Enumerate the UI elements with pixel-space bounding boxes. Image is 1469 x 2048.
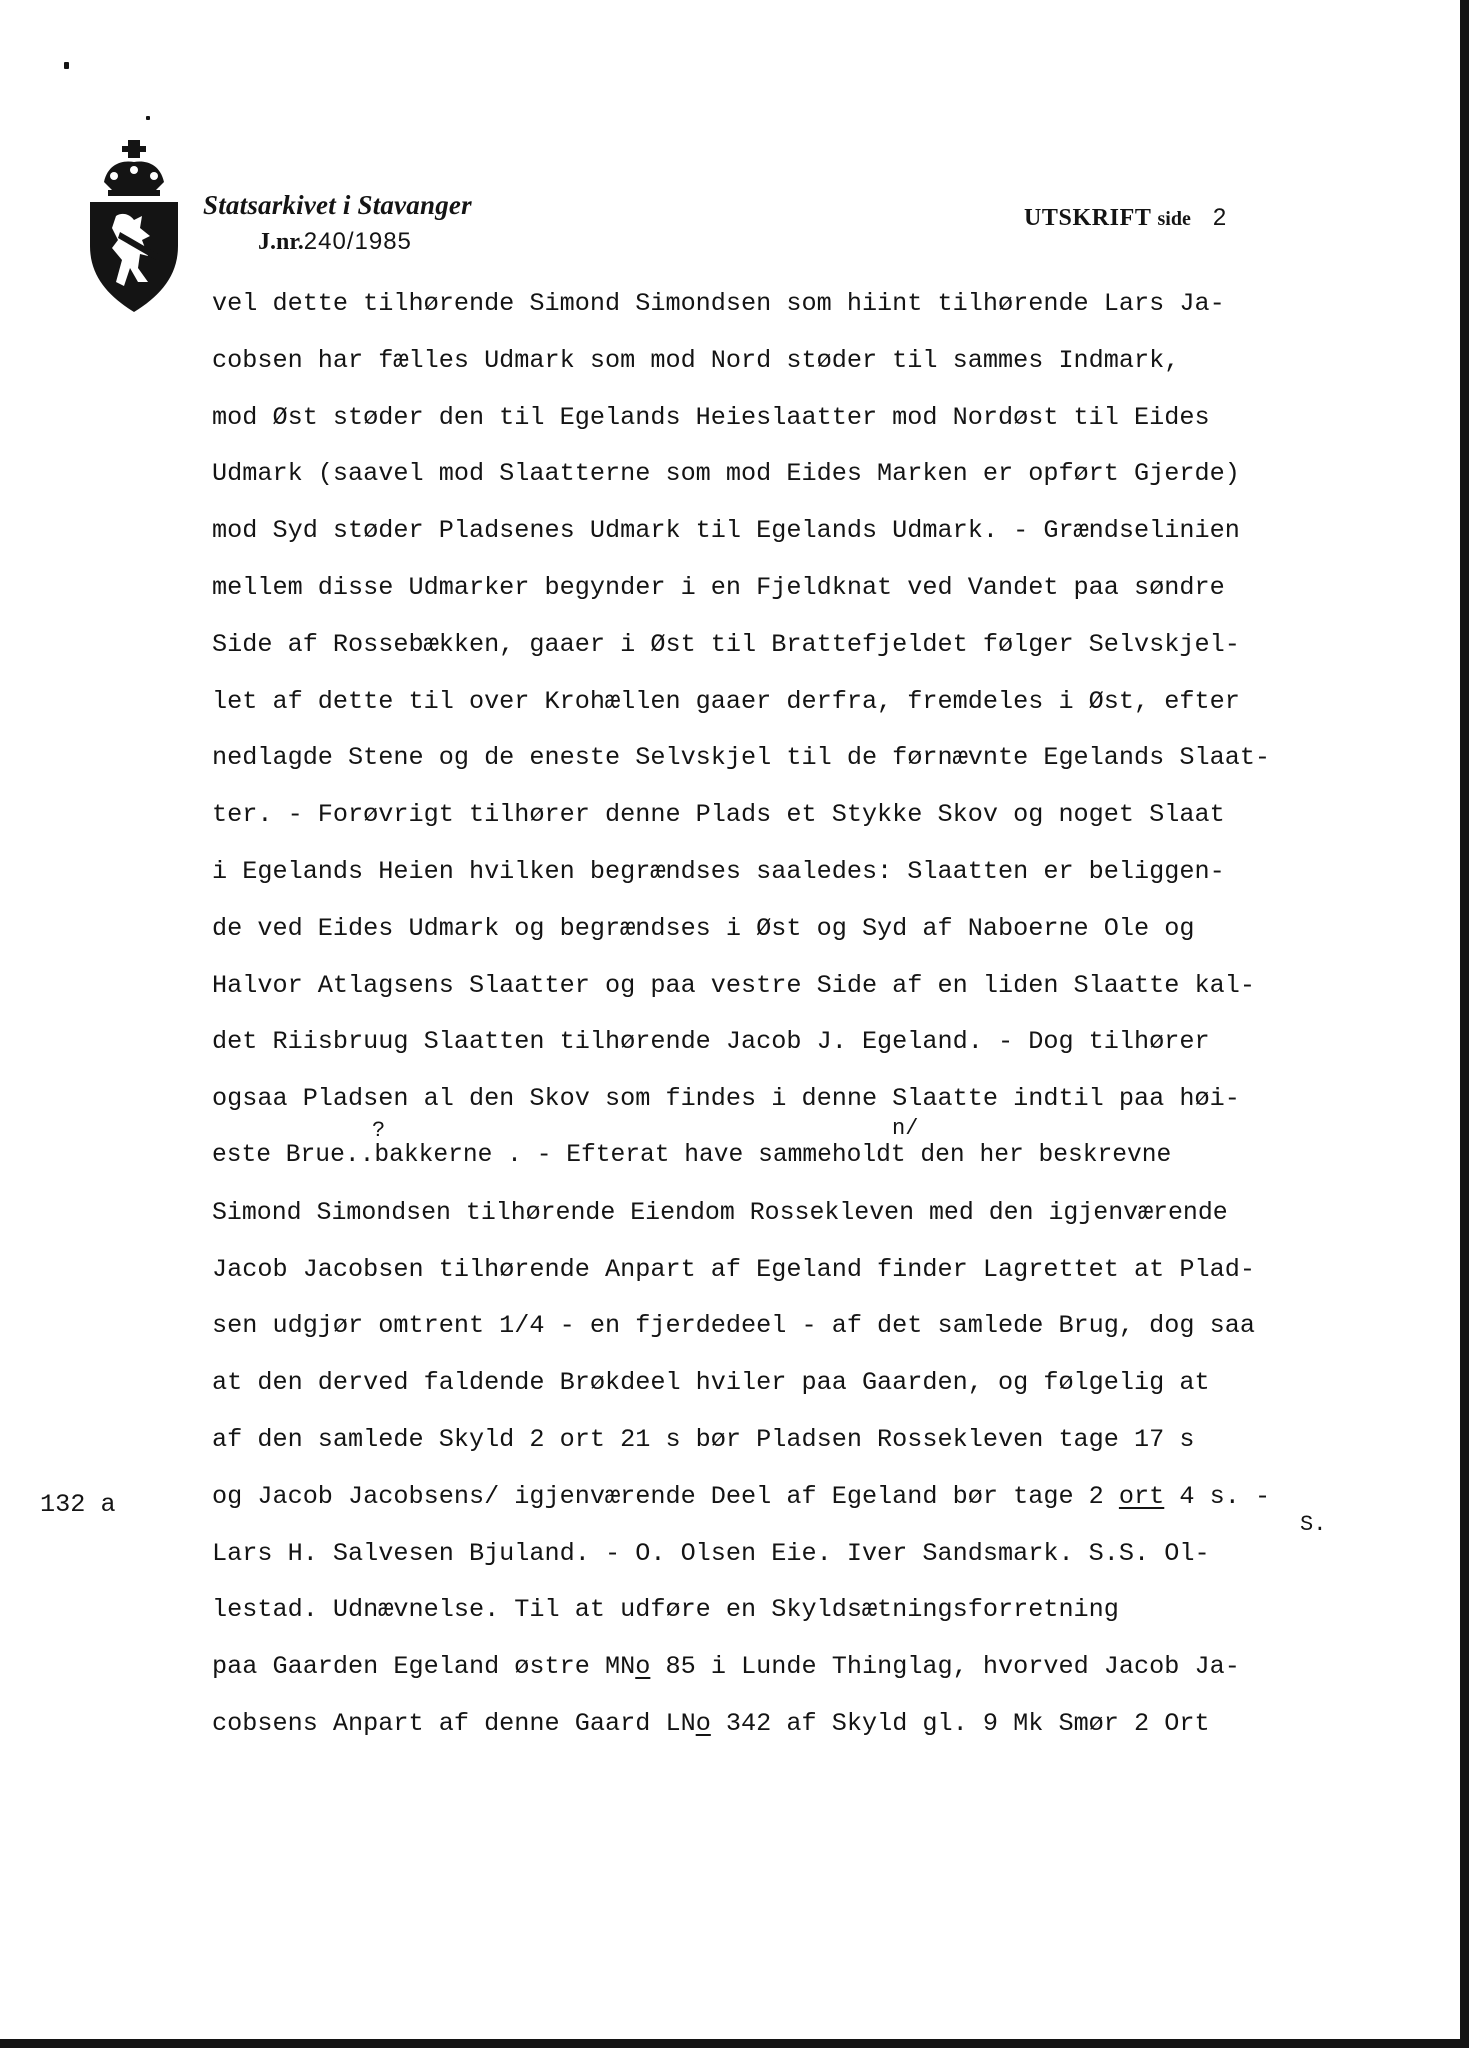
archive-name: Statsarkivet i Stavanger xyxy=(203,190,472,220)
text-line: let af dette til over Krohællen gaaer derfra, fremdeles i Øst, efter xyxy=(212,686,1240,716)
text-line: sen udgjør omtrent 1/4 - en fjerdedeel - af det samlede Brug, dog saa xyxy=(212,1311,1255,1341)
text-line: este Brue..bakkerne . - Efterat have sammeholdt den her beskrevne xyxy=(212,1141,1172,1169)
text-line: i Egelands Heien hvilken begrændses saaledes: Slaatten er beliggen- xyxy=(212,856,1225,886)
text-line: cobsens Anpart af denne Gaard LN xyxy=(212,1708,696,1738)
journal-value: 240/1985 xyxy=(303,228,412,255)
scan-speck xyxy=(64,62,69,69)
text-line: Lars H. Salvesen Bjuland. - O. Olsen Eie. Iver Sandsmark. S.S. Ol- xyxy=(212,1538,1210,1568)
text-line: det Riisbruug Slaatten tilhørende Jacob J. Egeland. - Dog tilhører xyxy=(212,1027,1210,1057)
underlined-o: o xyxy=(695,1708,711,1738)
question-annotation: ? xyxy=(372,1117,386,1143)
text-line: cobsen har fælles Udmark som mod Nord støder til sammes Indmark, xyxy=(212,345,1180,375)
text-line: at den derved faldende Brøkdeel hviler paa Gaarden, og følgelig at xyxy=(212,1368,1210,1398)
page-label xyxy=(1024,204,1226,232)
text-line: de ved Eides Udmark og begrændses i Øst og Syd af Naboerne Ole og xyxy=(212,913,1195,943)
document-body xyxy=(212,276,1417,1753)
underlined-o: o xyxy=(635,1652,651,1682)
text-line: mellem disse Udmarker begynder i en Fjeldknat ved Vandet paa søndre xyxy=(212,572,1225,602)
coat-of-arms-icon xyxy=(84,136,184,314)
text-line-annotated xyxy=(212,1696,1417,1753)
text-line: Side af Rossebækken, gaaer i Øst til Brattefjeldet følger Selvskjel- xyxy=(212,629,1240,659)
text-line-annotated xyxy=(212,1639,1417,1696)
text-line: Udmark (saavel mod Slaatterne som mod Eides Marken er opført Gjerde) xyxy=(212,459,1240,489)
journal-number xyxy=(258,228,412,256)
scan-speck xyxy=(146,116,150,120)
text-line: ogsaa Pladsen al den Skov som findes i denne Slaatte indtil paa høi- xyxy=(212,1084,1240,1114)
n-annotation: n/ xyxy=(892,1115,919,1141)
text-line: og Jacob Jacobsens/ igjenværende Deel af Egeland bør tage 2 xyxy=(212,1481,1119,1511)
text-line: Simond Simondsen tilhørende Eiendom Rossekleven med den igjenværende xyxy=(212,1198,1228,1227)
text-line-annotated xyxy=(212,1469,1417,1526)
text-line: Jacob Jacobsen tilhørende Anpart af Egeland finder Lagrettet at Plad- xyxy=(212,1254,1255,1284)
text-line: mod Øst støder den til Egelands Heieslaatter mod Nordøst til Eides xyxy=(212,402,1210,432)
text-line: Halvor Atlagsens Slaatter og paa vestre Side af en liden Slaatte kal- xyxy=(212,970,1255,1000)
text-line: af den samlede Skyld 2 ort 21 s bør Pladsen Rossekleven tage 17 s xyxy=(212,1424,1195,1454)
underlined-ort: ort xyxy=(1118,1481,1165,1511)
text-line-tail: 4 s. - xyxy=(1164,1481,1271,1511)
text-line: lestad. Udnævnelse. Til at udføre en Skyldsætningsforretning xyxy=(212,1595,1119,1625)
journal-label: J.nr. xyxy=(258,229,304,255)
s-annotation: S. xyxy=(1300,1511,1327,1537)
text-line: nedlagde Stene og de eneste Selvskjel til de førnævnte Egelands Slaat- xyxy=(212,743,1271,773)
text-line-tail: 342 af Skyld gl. 9 Mk Smør 2 Ort xyxy=(710,1708,1210,1738)
text-line-tail: 85 i Lunde Thinglag, hvorved Jacob Ja- xyxy=(650,1652,1240,1682)
text-line-annotated xyxy=(212,1115,1417,1185)
utskrift-label: UTSKRIFT xyxy=(1024,205,1152,231)
margin-note: 132 a xyxy=(40,1490,116,1519)
side-word: side xyxy=(1157,208,1191,230)
text-line: mod Syd støder Pladsenes Udmark til Egelands Udmark. - Grændselinien xyxy=(212,516,1240,546)
text-line: ter. - Forøvrigt tilhører denne Plads et Stykke Skov og noget Slaat xyxy=(212,800,1225,830)
text-line: paa Gaarden Egeland østre MN xyxy=(212,1652,636,1682)
text-line-annotated xyxy=(212,1511,1417,1583)
page-number: 2 xyxy=(1212,204,1227,231)
text-line: vel dette tilhørende Simond Simondsen som hiint tilhørende Lars Ja- xyxy=(212,289,1225,318)
